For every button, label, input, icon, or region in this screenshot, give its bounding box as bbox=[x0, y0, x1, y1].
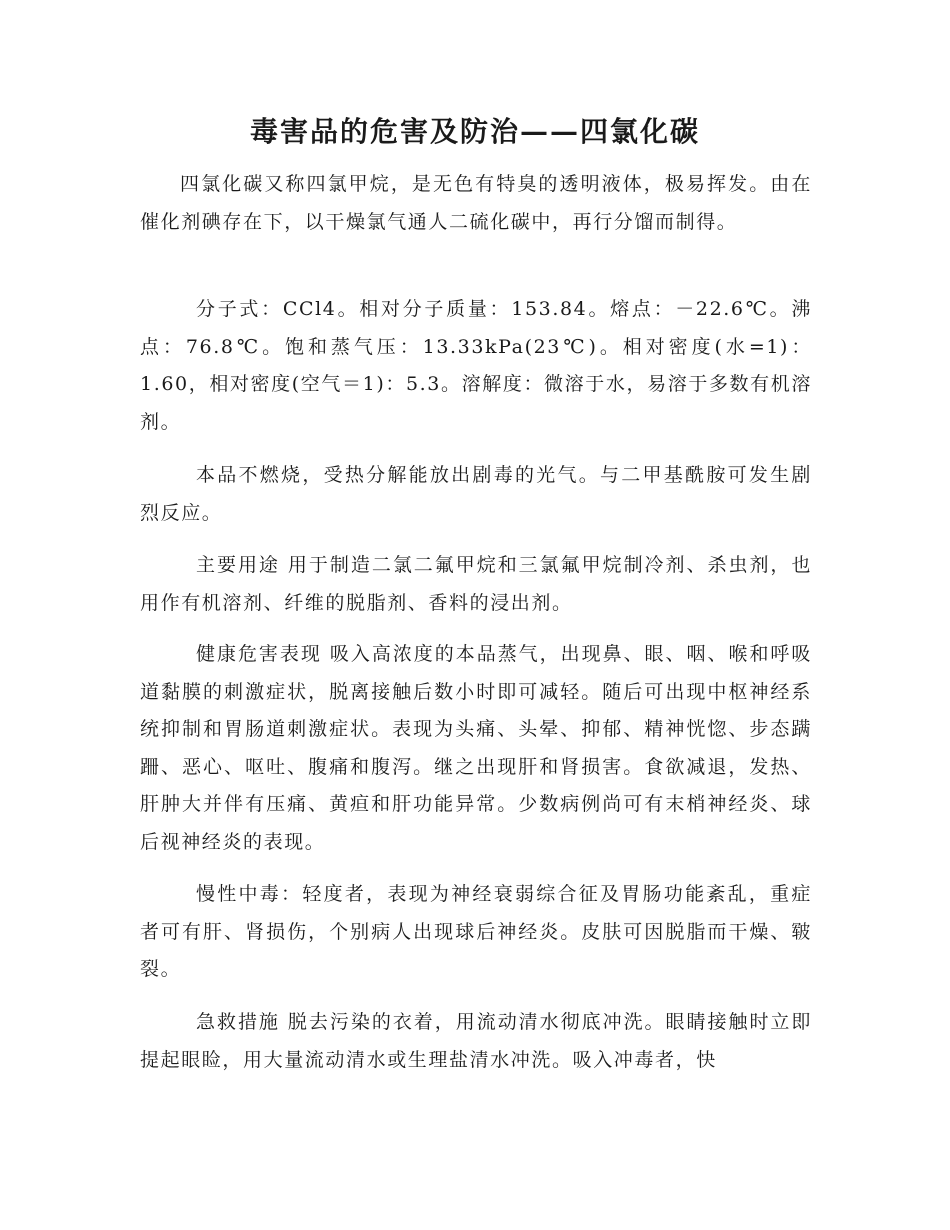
paragraph-chronic-poisoning: 慢性中毒：轻度者，表现为神经衰弱综合征及胃肠功能紊乱，重症者可有肝、肾损伤，个别病人出现球后神经炎。皮肤可因脱脂而干燥、皲裂。 bbox=[140, 883, 812, 980]
paragraph-reactivity: 本品不燃烧，受热分解能放出剧毒的光气。与二甲基酰胺可发生剧烈反应。 bbox=[140, 464, 812, 524]
paragraph-uses: 主要用途 用于制造二氯二氟甲烷和三氯氟甲烷制冷剂、杀虫剂，也用作有机溶剂、纤维的脱脂剂、香料的浸出剂。 bbox=[140, 554, 812, 614]
paragraph-properties: 分子式：CCl4。相对分子质量：153.84。熔点：－22.6℃。沸点：76.8℃。饱和蒸气压：13.33kPa(23℃)。相对密度(水=1)：1.60，相对密度(空气＝1)：5.3。溶解度：微溶于水，易溶于多数有机溶剂。 bbox=[140, 298, 812, 433]
paragraph-first-aid: 急救措施 脱去污染的衣着，用流动清水彻底冲洗。眼睛接触时立即提起眼睑，用大量流动清水或生理盐清水冲洗。吸入冲毒者，快 bbox=[140, 1011, 812, 1071]
paragraph-health-hazards: 健康危害表现 吸入高浓度的本品蒸气，出现鼻、眼、咽、喉和呼吸道黏膜的刺激症状，脱离接触后数小时即可减轻。随后可出现中枢神经系统抑制和胃肠道刺激症状。表现为头痛、头晕、抑郁、精神恍惚、步态蹒跚、恶心、呕吐、腹痛和腹泻。继之出现肝和肾损害。食欲减退，发热、肝肿大并伴有压痛、黄疸和肝功能异常。少数病例尚可有末梢神经炎、球后视神经炎的表现。 bbox=[140, 643, 812, 853]
paragraph-intro: 四氯化碳又称四氯甲烷，是无色有特臭的透明液体，极易挥发。由在催化剂碘存在下，以干燥氯气通人二硫化碳中，再行分馏而制得。 bbox=[140, 173, 812, 233]
page-title: 毒害品的危害及防治——四氯化碳 bbox=[249, 115, 700, 148]
